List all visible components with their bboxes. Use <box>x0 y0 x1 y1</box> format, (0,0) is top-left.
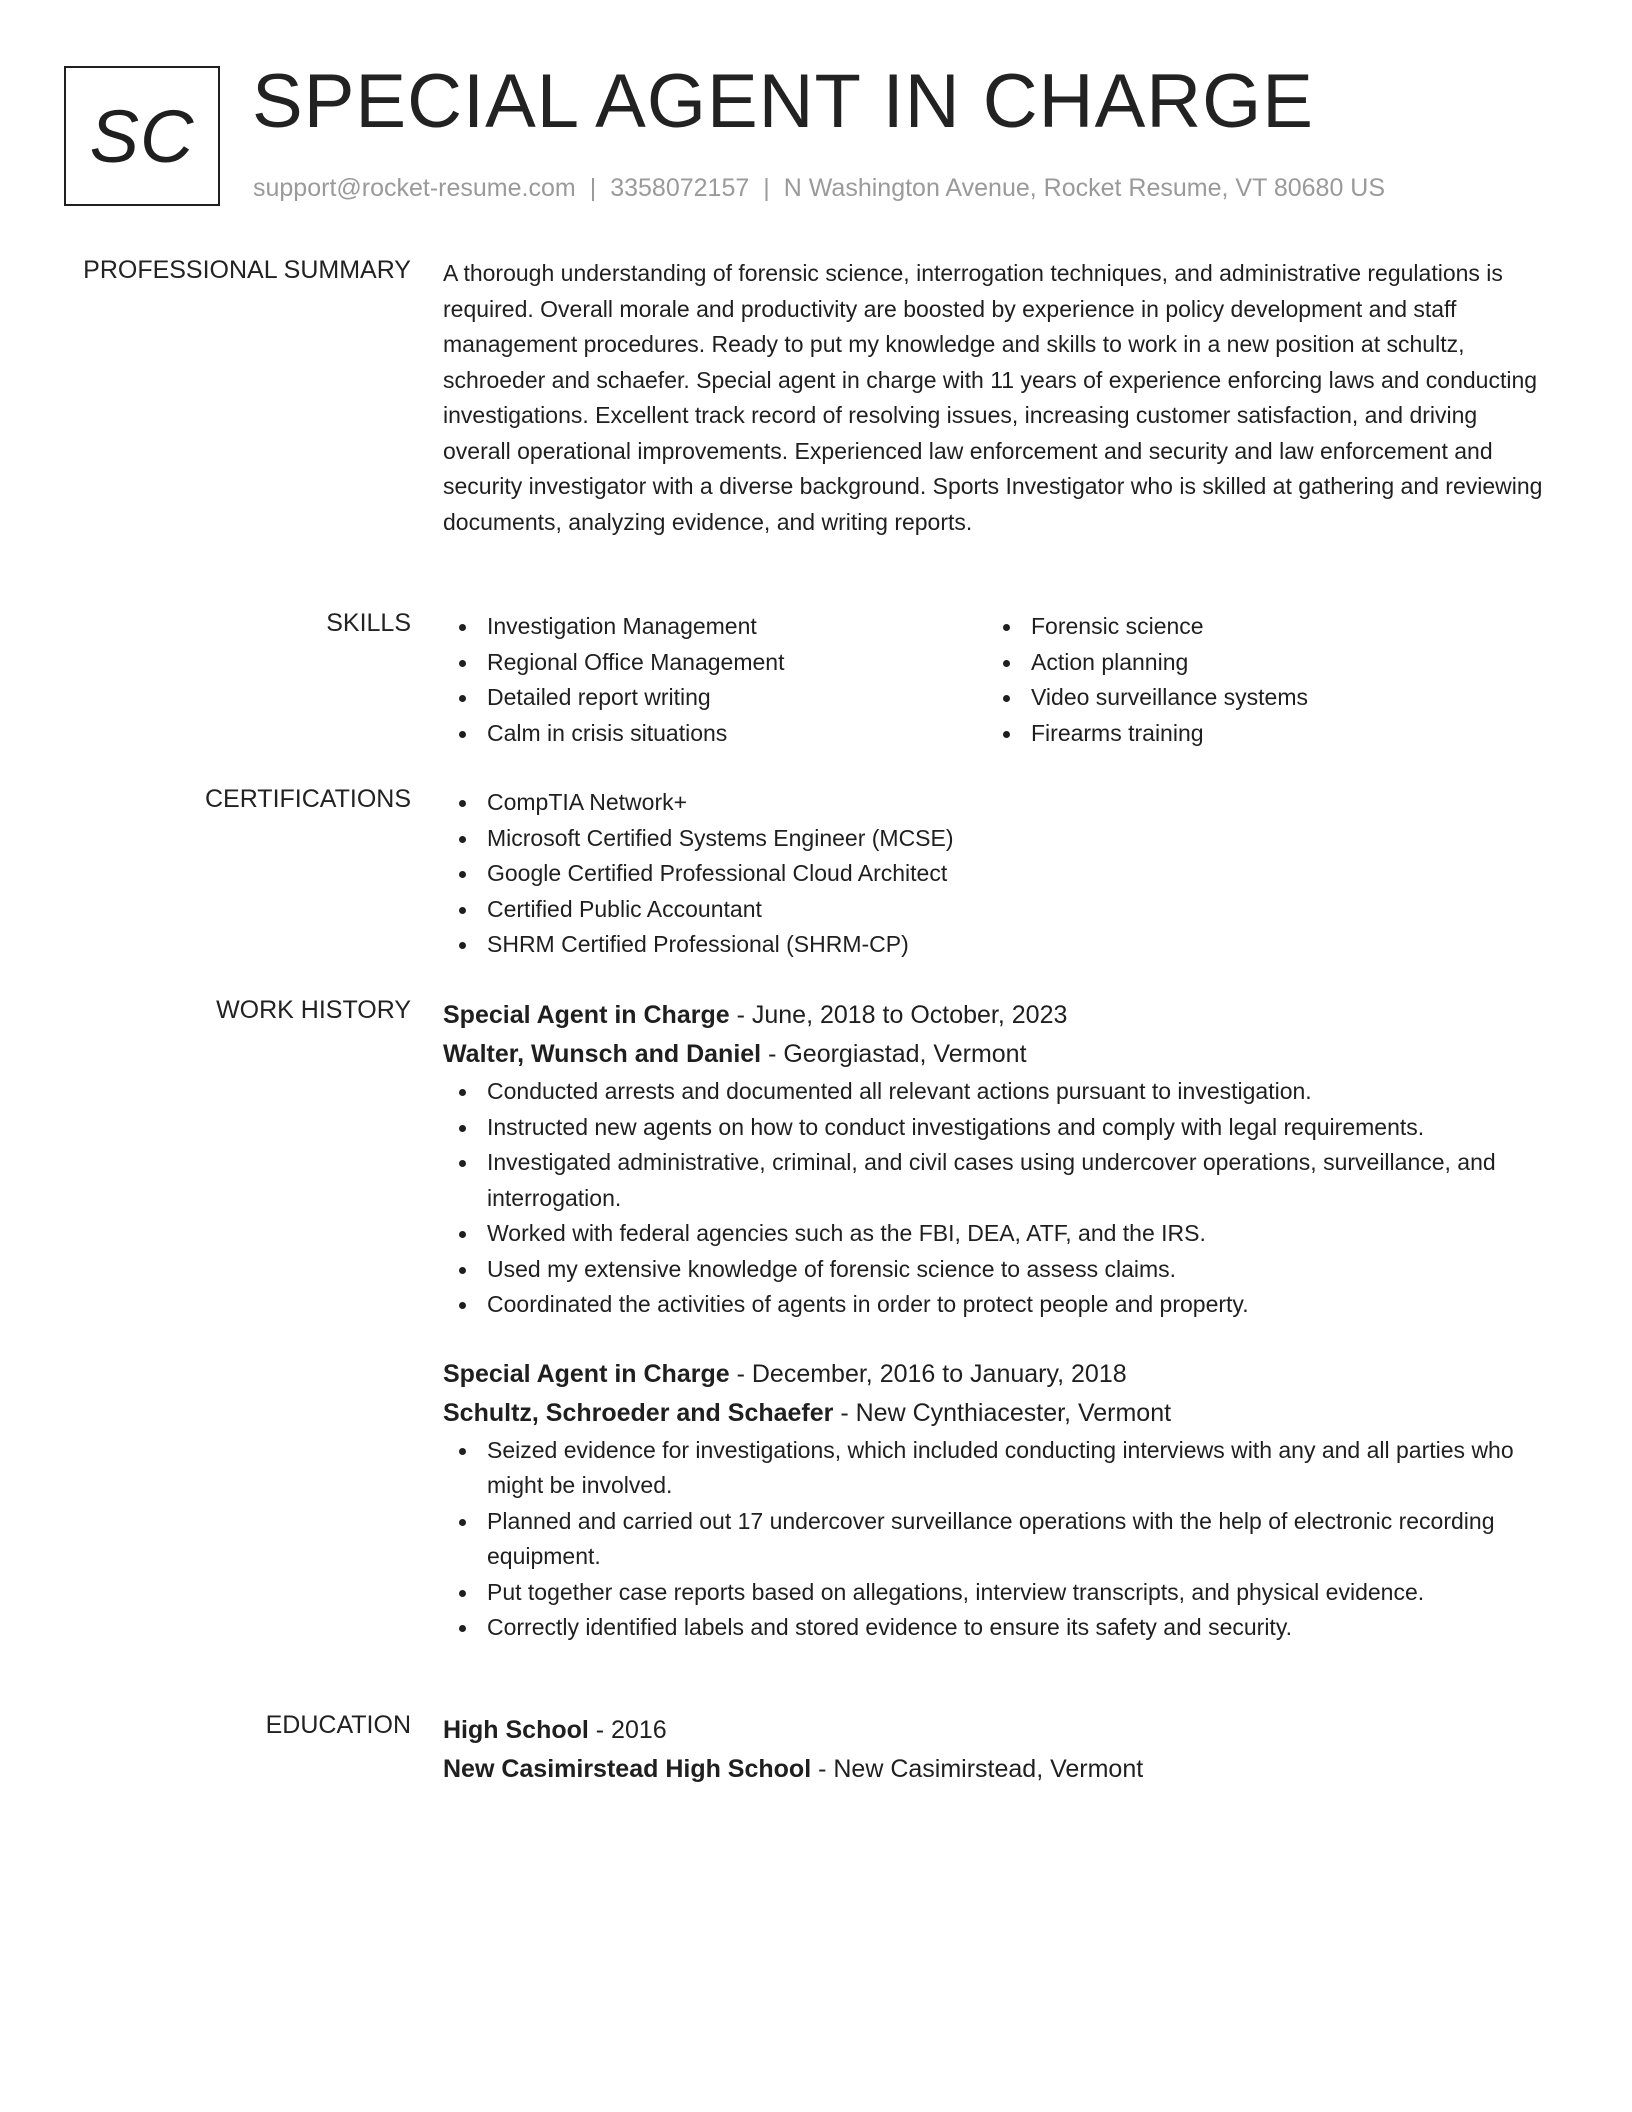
summary-text: A thorough understanding of forensic science, interrogation techniques, and administrative regulations is required. Overall morale and productivity are boosted by experience in policy development and staff management procedures. Ready to put my knowledge and skills to work in a new position at schultz, schroeder and schaefer. Special agent in charge with 11 years of experience enforcing laws and conducting investigations. Excellent track record of resolving issues, increasing customer satisfaction, and driving overall operational improvements. Experienced law enforcement and security and law enforcement and security investigator with a diverse background. Sports Investigator who is skilled at gathering and reviewing documents, analyzing evidence, and writing reports. <box>443 260 1543 535</box>
job-company: Schultz, Schroeder and Schaefer <box>443 1398 834 1427</box>
education-school-line <box>443 1750 1543 1789</box>
job-company: Walter, Wunsch and Daniel <box>443 1040 762 1068</box>
page-title: SPECIAL AGENT IN CHARGE <box>252 59 1314 144</box>
certification-item: SHRM Certified Professional (SHRM-CP) <box>443 927 1543 963</box>
skill-item: Forensic science <box>987 609 1531 645</box>
skill-item: Investigation Management <box>443 609 987 645</box>
skill-item: Calm in crisis situations <box>443 716 987 752</box>
skills-column-2 <box>987 609 1531 751</box>
job-entry <box>443 1355 1543 1646</box>
certification-item: Microsoft Certified Systems Engineer (MCSE) <box>443 821 1543 857</box>
job-location: - New Cynthiacester, Vermont <box>833 1398 1172 1427</box>
certification-item: Certified Public Accountant <box>443 892 1543 928</box>
skill-item: Regional Office Management <box>443 645 987 681</box>
education-degree: High School <box>443 1716 589 1744</box>
certification-item: CompTIA Network+ <box>443 785 1543 821</box>
education-year: - 2016 <box>588 1716 667 1744</box>
job-duty: Worked with federal agencies such as the FBI, DEA, ATF, and the IRS. <box>443 1216 1543 1252</box>
summary-heading: PROFESSIONAL SUMMARY <box>83 256 411 284</box>
contact-address: N Washington Avenue, Rocket Resume, VT 80680 US <box>783 174 1386 202</box>
education-degree-line <box>443 1711 1543 1750</box>
work-history-body <box>443 996 1543 1646</box>
job-duty: Conducted arrests and documented all relevant actions pursuant to investigation. <box>443 1074 1543 1110</box>
job-dates: - June, 2018 to October, 2023 <box>729 1001 1068 1029</box>
job-title-line <box>443 996 1543 1035</box>
skills-list <box>443 609 1543 751</box>
job-dates: - December, 2016 to January, 2018 <box>729 1359 1127 1388</box>
job-duty: Correctly identified labels and stored evidence to ensure its safety and security. <box>443 1610 1543 1646</box>
job-duty: Instructed new agents on how to conduct investigations and comply with legal requirements. <box>443 1110 1543 1146</box>
job-duty: Planned and carried out 17 undercover surveillance operations with the help of electronic recording equipment. <box>443 1504 1543 1575</box>
certifications-list <box>443 785 1543 963</box>
monogram-badge: SC <box>64 66 220 206</box>
job-title: Special Agent in Charge <box>443 1001 730 1029</box>
job-entry <box>443 996 1543 1323</box>
job-duty: Used my extensive knowledge of forensic science to assess claims. <box>443 1252 1543 1288</box>
education-location: - New Casimirstead, Vermont <box>811 1755 1144 1783</box>
job-duty: Put together case reports based on allegations, interview transcripts, and physical evidence. <box>443 1575 1543 1611</box>
job-duties-list <box>443 1074 1543 1323</box>
summary-body <box>443 256 1543 540</box>
contact-separator: | <box>763 174 770 202</box>
work-history-heading: WORK HISTORY <box>216 996 411 1024</box>
certification-item: Google Certified Professional Cloud Architect <box>443 856 1543 892</box>
certifications-body <box>443 785 1543 963</box>
job-duty: Seized evidence for investigations, which included conducting interviews with any and all parties who might be involved. <box>443 1433 1543 1504</box>
job-company-line <box>443 1035 1543 1074</box>
skills-heading: SKILLS <box>326 609 411 637</box>
contact-separator: | <box>589 174 597 202</box>
job-duties-list <box>443 1433 1543 1646</box>
job-title-line <box>443 1355 1543 1394</box>
skill-item: Video surveillance systems <box>987 680 1531 716</box>
job-duty: Coordinated the activities of agents in order to protect people and property. <box>443 1287 1543 1323</box>
job-location: - Georgiastad, Vermont <box>761 1040 1027 1068</box>
skill-item: Action planning <box>987 645 1531 681</box>
contact-phone: 3358072157 <box>610 174 750 202</box>
contact-line <box>253 174 1385 203</box>
job-company-line <box>443 1394 1543 1433</box>
skill-item: Firearms training <box>987 716 1531 752</box>
education-heading: EDUCATION <box>265 1711 411 1739</box>
certifications-heading: CERTIFICATIONS <box>204 785 411 813</box>
education-body <box>443 1711 1543 1789</box>
skills-column-1 <box>443 609 987 751</box>
job-title: Special Agent in Charge <box>443 1359 730 1388</box>
education-school: New Casimirstead High School <box>443 1755 812 1783</box>
skill-item: Detailed report writing <box>443 680 987 716</box>
job-duty: Investigated administrative, criminal, and civil cases using undercover operations, surveillance, and interrogation. <box>443 1145 1543 1216</box>
contact-email: support@rocket-resume.com <box>253 174 576 202</box>
